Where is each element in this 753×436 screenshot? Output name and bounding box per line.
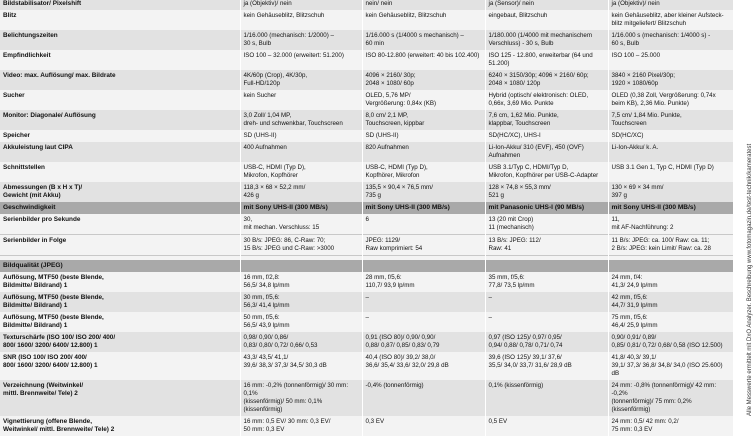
cell-camera-3: Hybrid (optisch/ elektronisch: OLED, 0,66x, 3,69 Mio. Punkte: [485, 90, 608, 110]
row-label: Belichtungszeiten: [0, 30, 240, 50]
table-row: [0, 380, 733, 416]
cell-camera-3: 35 mm, f/5,6: 77,8/ 73,5 lp/mm: [485, 272, 608, 292]
cell-camera-2: nein/ nein: [362, 0, 485, 10]
cell-camera-4: ja (Objektiv)/ nein: [608, 0, 733, 10]
table-row: [0, 416, 733, 436]
cell-camera-4: kein Gehäuseblitz, aber kleiner Aufsteck- blitz mitgeliefert/ Blitzschuh: [608, 10, 733, 30]
row-label: Speicher: [0, 130, 240, 142]
cell-camera-1: kein Sucher: [240, 90, 362, 110]
cell-camera-2: 28 mm, f/5,6: 110,7/ 93,9 lp/mm: [362, 272, 485, 292]
cell-camera-4: 0,90/ 0,91/ 0,89/ 0,85/ 0,81/ 0,72/ 0,68/ 0,58 (ISO 12.500): [608, 332, 733, 352]
row-label: Sucher: [0, 90, 240, 110]
cell-camera-1: SD (UHS-II): [240, 130, 362, 142]
row-label: Auflösung, MTF50 (beste Blende, Bildmitte/ Bildrand) 1: [0, 312, 240, 332]
cell-camera-1: ISO 100 – 32.000 (erweitert: 51.200): [240, 50, 362, 70]
cell-camera-1: USB-C, HDMI (Typ D), Mikrofon, Kopfhörer: [240, 162, 362, 182]
cell-camera-3: –: [485, 292, 608, 312]
cell-camera-3: Li-Ion-Akku/ 310 (EVF), 450 (OVF) Aufnahmen: [485, 142, 608, 162]
cell-camera-2: -0,4% (tonnenförmig): [362, 380, 485, 416]
cell-camera-2: 40,4 (ISO 80)/ 39,2/ 38,0/ 36,6/ 35,4/ 33,6/ 32,0/ 29,8 dB: [362, 352, 485, 380]
cell-camera-1: 43,3/ 43,5/ 41,1/ 39,6/ 38,3/ 37,3/ 34,5/ 30,3 dB: [240, 352, 362, 380]
cell-camera-2: OLED, 5,76 MP/ Vergrößerung: 0,84x (KB): [362, 90, 485, 110]
cell-camera-3: SD(HC/XC), UHS-I: [485, 130, 608, 142]
table-row: [0, 50, 733, 70]
cell-camera-2: SD (UHS-II): [362, 130, 485, 142]
section-header-row: [0, 202, 733, 214]
row-label: Serienbilder pro Sekunde: [0, 214, 240, 235]
row-label: Auflösung, MTF50 (beste Blende, Bildmitte/ Bildrand) 1: [0, 292, 240, 312]
cell-camera-2: 4096 × 2160/ 30p; 2048 × 1080/ 60p: [362, 70, 485, 90]
cell-camera-2: ISO 80-12.800 (erweitert: 40 bis 102.400): [362, 50, 485, 70]
section-header-row: [0, 260, 733, 272]
table-row: [0, 312, 733, 332]
cell-camera-4: 11, mit AF-Nachführung: 2: [608, 214, 733, 235]
cell-camera-1: 400 Aufnahmen: [240, 142, 362, 162]
row-label: Bildqualität (JPEG): [0, 260, 240, 272]
row-label: Verzeichnung (Weitwinkel/ mittl. Brennweite/ Tele) 2: [0, 380, 240, 416]
cell-camera-1: 30 B/s: JPEG: 86, C-Raw: 70; 15 B/s: JPEG und C-Raw: >3000: [240, 235, 362, 256]
cell-camera-4: OLED (0,38 Zoll, Vergrößerung: 0,74x beim KB), 2,36 Mio. Punkte): [608, 90, 733, 110]
cell-camera-3: 0,5 EV: [485, 416, 608, 436]
cell-camera-4: 130 × 69 × 34 mm/ 397 g: [608, 182, 733, 202]
row-label: Monitor: Diagonale/ Auflösung: [0, 110, 240, 130]
row-label: Texturschärfe (ISO 100/ ISO 200/ 400/ 800/ 1600/ 3200/ 6400/ 12.800) 1: [0, 332, 240, 352]
cell-camera-1: ja (Objektiv)/ nein: [240, 0, 362, 10]
table-row: [0, 332, 733, 352]
cell-camera-4: Li-Ion-Akku/ k. A.: [608, 142, 733, 162]
row-label: Empfindlichkeit: [0, 50, 240, 70]
table-row: [0, 214, 733, 235]
cell-camera-1: 118,3 × 68 × 52,2 mm/ 426 g: [240, 182, 362, 202]
cell-camera-4: 11 B/s: JPEG: ca. 100/ Raw: ca. 11; 2 B/s: JPEG: kein Limit/ Raw: ca. 28: [608, 235, 733, 256]
cell-camera-2: kein Gehäuseblitz, Blitzschuh: [362, 10, 485, 30]
cell-camera-4: USB 3.1 Gen 1, Typ C, HDMI (Typ D): [608, 162, 733, 182]
row-label: Vignettierung (offene Blende, Weitwinkel/ mittl. Brennweite/ Tele) 2: [0, 416, 240, 436]
cell-camera-4: 75 mm, f/5,6: 46,4/ 25,9 lp/mm: [608, 312, 733, 332]
table-row: [0, 292, 733, 312]
cell-camera-3: eingebaut, Blitzschuh: [485, 10, 608, 30]
cell-camera-3: 128 × 74,8 × 55,3 mm/ 521 g: [485, 182, 608, 202]
cell-camera-2: 6: [362, 214, 485, 235]
row-label: Geschwindigkeit: [0, 202, 240, 214]
cell-camera-1: 16 mm: 0,5 EV/ 30 mm: 0,3 EV/ 50 mm: 0,3 EV: [240, 416, 362, 436]
cell-camera-2: 820 Aufnahmen: [362, 142, 485, 162]
row-label: Blitz: [0, 10, 240, 30]
cell-camera-3: [485, 260, 608, 272]
cell-camera-3: ISO 125 - 12.800, erweiterbar (64 und 51.200): [485, 50, 608, 70]
row-label: Bildstabilisator/ Pixelshift: [0, 0, 240, 10]
row-label: Auflösung, MTF50 (beste Blende, Bildmitte/ Bildrand) 1: [0, 272, 240, 292]
cell-camera-3: 39,6 (ISO 125)/ 39,1/ 37,6/ 35,5/ 34,0/ 33,7/ 31,6/ 28,9 dB: [485, 352, 608, 380]
table-row: [0, 90, 733, 110]
cell-camera-1: 16 mm, f/2,8: 56,5/ 34,8 lp/mm: [240, 272, 362, 292]
table-row: [0, 0, 733, 10]
cell-camera-1: 16 mm: -0,2% (tonnenförmig)/ 30 mm: 0,1% (kissenförmig)/ 50 mm: 0,1% (kissenförmig): [240, 380, 362, 416]
cell-camera-1: kein Gehäuseblitz, Blitzschuh: [240, 10, 362, 30]
cell-camera-2: 0,91 (ISO 80)/ 0,90/ 0,90/ 0,88/ 0,87/ 0,85/ 0,83/ 0,79: [362, 332, 485, 352]
row-label: SNR (ISO 100/ ISO 200/ 400/ 800/ 1600/ 3200/ 6400/ 12.800) 1: [0, 352, 240, 380]
cell-camera-2: JPEG: 1129/ Raw komprimiert: 54: [362, 235, 485, 256]
table-row: [0, 10, 733, 30]
cell-camera-3: ja (Sensor)/ nein: [485, 0, 608, 10]
table-row: [0, 110, 733, 130]
cell-camera-1: 3,0 Zoll/ 1,04 MP, dreh- und schwenkbar, Touchscreen: [240, 110, 362, 130]
table-row: [0, 30, 733, 50]
row-label: Schnittstellen: [0, 162, 240, 182]
cell-camera-2: –: [362, 292, 485, 312]
cell-camera-2: 135,5 × 90,4 × 76,5 mm/ 735 g: [362, 182, 485, 202]
cell-camera-3: 0,97 (ISO 125)/ 0,97/ 0,95/ 0,94/ 0,88/ 0,78/ 0,71/ 0,74: [485, 332, 608, 352]
cell-camera-2: –: [362, 312, 485, 332]
table-row: [0, 70, 733, 90]
cell-camera-4: SD(HC/XC): [608, 130, 733, 142]
cell-camera-4: 24 mm: 0,5/ 42 mm: 0,2/ 75 mm: 0,3 EV: [608, 416, 733, 436]
table-row: [0, 182, 733, 202]
cell-camera-4: 24 mm: -0,8% (tonnenförmig)/ 42 mm: -0,2% (tonnenförmig)/ 75 mm: 0,2% (kissenförmig): [608, 380, 733, 416]
cell-camera-1: 30, mit mechan. Verschluss: 15: [240, 214, 362, 235]
table-row: [0, 162, 733, 182]
cell-camera-2: 0,3 EV: [362, 416, 485, 436]
row-label: Abmessungen (B x H x T)/ Gewicht (mit Akku): [0, 182, 240, 202]
row-label: Akkuleistung laut CIPA: [0, 142, 240, 162]
cell-camera-1: 1/16.000 (mechanisch: 1/2000) – 30 s, Bulb: [240, 30, 362, 50]
cell-camera-4: 24 mm, f/4: 41,3/ 24,9 lp/mm: [608, 272, 733, 292]
cell-camera-4: 41,8/ 40,3/ 39,1/ 39,1/ 37,3/ 36,8/ 34,8/ 34,0 (ISO 25.600) dB: [608, 352, 733, 380]
cell-camera-3: 7,6 cm, 1,62 Mio. Punkte, klappbar, Touchscreen: [485, 110, 608, 130]
cell-camera-3: 1/180.000 (1/4000 mit mechanischem Verschluss) - 30 s, Bulb: [485, 30, 608, 50]
row-label: Serienbilder in Folge: [0, 235, 240, 256]
cell-camera-1: 30 mm, f/5,6: 56,3/ 41,4 lp/mm: [240, 292, 362, 312]
table-row: [0, 130, 733, 142]
cell-camera-4: [608, 260, 733, 272]
side-margin: [734, 0, 753, 421]
cell-camera-4: 1/16.000 s (mechanisch: 1/4000 s) - 60 s, Bulb: [608, 30, 733, 50]
table-row: [0, 352, 733, 380]
cell-camera-1: 50 mm, f/5,6: 56,5/ 43,9 lp/mm: [240, 312, 362, 332]
cell-camera-3: 13 B/s: JPEG: 112/ Raw: 41: [485, 235, 608, 256]
table-row: [0, 142, 733, 162]
cell-camera-2: [362, 260, 485, 272]
cell-camera-2: 1/16.000 s (1/4000 s mechanisch) – 60 min: [362, 30, 485, 50]
vertical-footnote: Alle Messwerte ermittelt mit DxO Analyzer. Beschreibung www.fotomagazin.de/test-technik/kameratest: [747, 143, 753, 416]
cell-camera-1: 0,98/ 0,90/ 0,86/ 0,83/ 0,80/ 0,72/ 0,66/ 0,53: [240, 332, 362, 352]
cell-camera-1: mit Sony UHS-II (300 MB/s): [240, 202, 362, 214]
cell-camera-3: 0,1% (kissenförmig): [485, 380, 608, 416]
cell-camera-4: ISO 100 – 25.000: [608, 50, 733, 70]
cell-camera-1: 4K/60p (Crop), 4K/30p, Full-HD/120p: [240, 70, 362, 90]
cell-camera-3: 13 (20 mit Crop) 11 (mechanisch): [485, 214, 608, 235]
cell-camera-4: 7,5 cm/ 1,84 Mio. Punkte, Touchscreen: [608, 110, 733, 130]
cell-camera-3: mit Panasonic UHS-I (90 MB/s): [485, 202, 608, 214]
cell-camera-1: [240, 260, 362, 272]
cell-camera-2: mit Sony UHS-II (300 MB/s): [362, 202, 485, 214]
cell-camera-2: USB-C, HDMI (Typ D), Kopfhörer, Mikrofon: [362, 162, 485, 182]
cell-camera-4: 3840 × 2160 Pixel/30p; 1920 × 1080/60p: [608, 70, 733, 90]
cell-camera-3: USB 3.1/Typ C, HDMI/Typ D, Mikrofon, Kopfhörer per USB-C-Adapter: [485, 162, 608, 182]
cell-camera-3: –: [485, 312, 608, 332]
cell-camera-2: 8,0 cm/ 2,1 MP, Touchscreen, kippbar: [362, 110, 485, 130]
table-row: [0, 235, 733, 256]
row-label: Video: max. Auflösung/ max. Bildrate: [0, 70, 240, 90]
cell-camera-3: 6240 × 3150/30p; 4096 × 2160/ 60p; 2048 × 1080/ 120p: [485, 70, 608, 90]
table-row: [0, 272, 733, 292]
cell-camera-4: 42 mm, f/5,6: 44,7/ 31,9 lp/mm: [608, 292, 733, 312]
cell-camera-4: mit Sony UHS-II (300 MB/s): [608, 202, 733, 214]
